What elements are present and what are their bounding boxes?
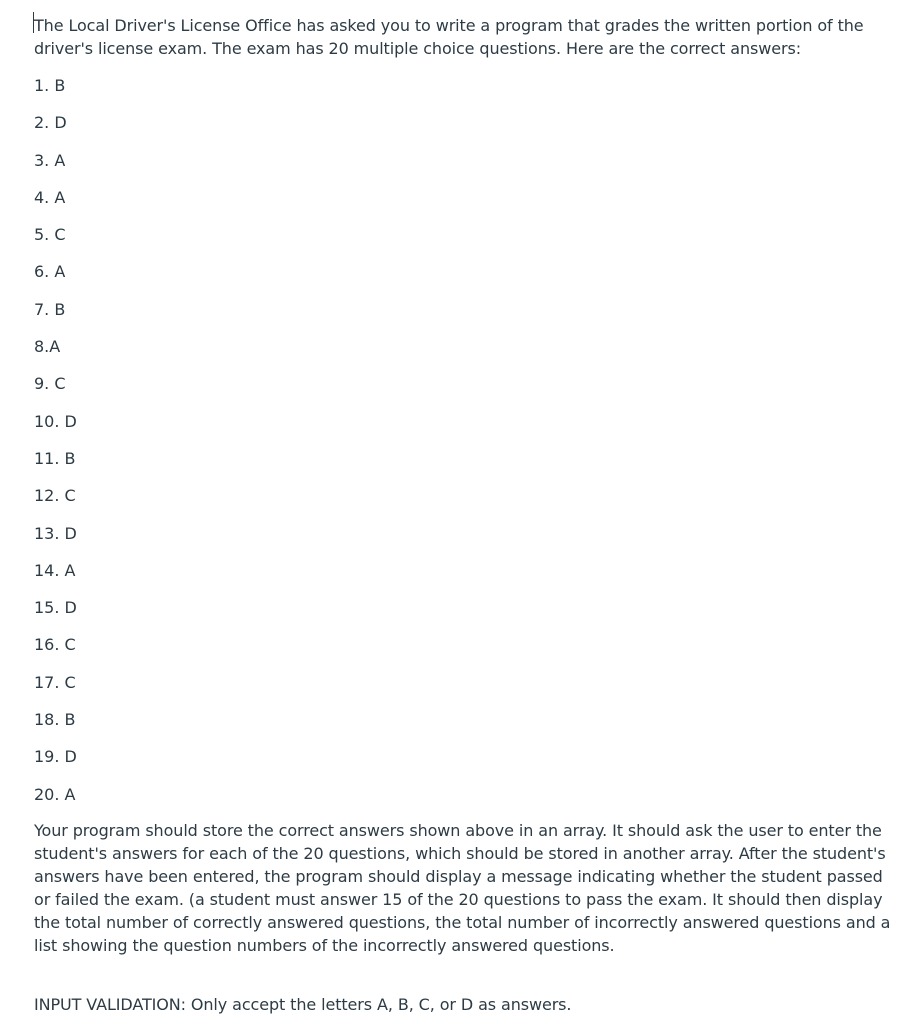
answer-item: 3. A (34, 150, 66, 170)
intro-block (34, 14, 896, 60)
answer-item: 15. D (34, 598, 77, 618)
answer-item: 18. B (34, 710, 76, 730)
answer-item: 19. D (34, 747, 77, 767)
answer-item: 17. C (34, 672, 76, 692)
answer-item: 2. D (34, 113, 67, 133)
intro-paragraph: The Local Driver's License Office has asked you to write a program that grades the written portion of the driver's license exam. The exam has 20 multiple choice questions. Here are the correct answers: (34, 16, 864, 58)
answer-item: 12. C (34, 486, 76, 506)
requirements-paragraph: Your program should store the correct answers shown above in an array. It should ask the user to enter the student's answers for each of the 20 questions, which should be stored in another array. After the student's answers have been entered, the program should display a message indicating whether the student passed or failed the exam. (a student must answer 15 of the 20 questions to pass the exam. It should then display the total number of correctly answered questions, the total number of incorrectly answered questions and a list showing the question numbers of the incorrectly answered questions. (34, 821, 891, 955)
answer-item: 20. A (34, 784, 76, 804)
answer-item: 4. A (34, 187, 66, 207)
answer-key-list (34, 74, 77, 820)
answer-item: 11. B (34, 448, 76, 468)
answer-item: 6. A (34, 262, 66, 282)
validation-paragraph: INPUT VALIDATION: Only accept the letters A, B, C, or D as answers. (34, 995, 572, 1014)
answer-item: 16. C (34, 635, 76, 655)
answer-item: 10. D (34, 411, 77, 431)
answer-item: 9. C (34, 374, 66, 394)
answer-item: 13. D (34, 523, 77, 543)
answer-item: 5. C (34, 225, 66, 245)
answer-item: 7. B (34, 299, 66, 319)
answer-item: 1. B (34, 76, 66, 95)
answer-item: 14. A (34, 560, 76, 580)
answer-item: 8.A (34, 337, 61, 357)
